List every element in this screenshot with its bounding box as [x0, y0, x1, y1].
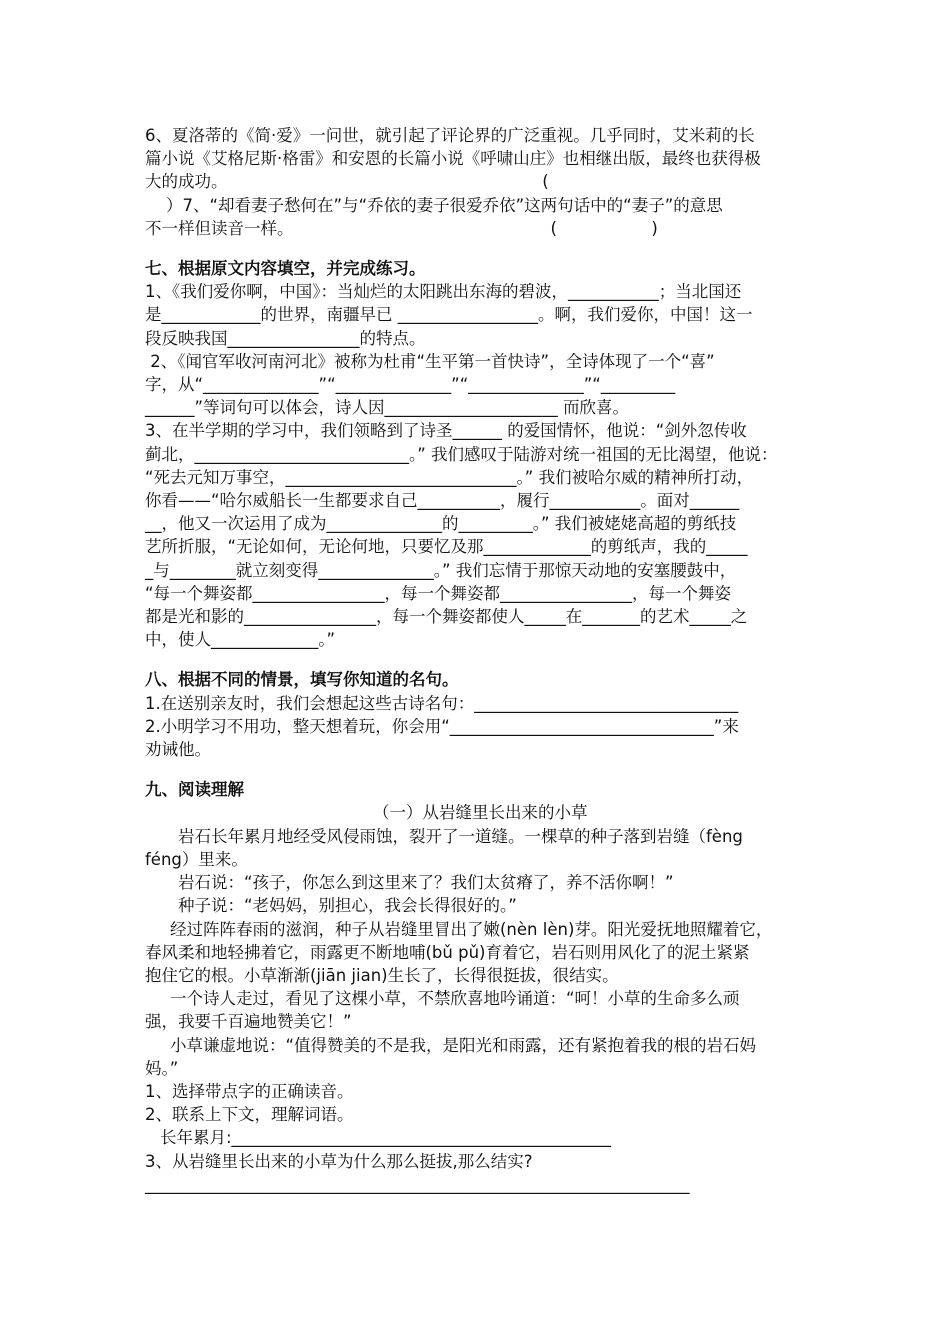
- text-line: 是____________的世界，南疆早已 _________________。啊，我们爱你，中国！这一: [145, 305, 753, 325]
- text-line: 3、在半学期的学习中，我们领略到了诗圣______ 的爱国情怀，他说：“剑外忽传收: [145, 421, 747, 441]
- passage-line: 妈。”: [145, 1058, 179, 1078]
- text-line: 1、《我们爱你啊，中国》：当灿烂的太阳跳出东海的碧波，___________；当北国还: [145, 282, 742, 302]
- worksheet-page: [145, 124, 810, 1196]
- text-line: 1.在送别亲友时，我们会想起这些古诗名句：________________________________: [145, 693, 739, 713]
- text-line: 字，从“______________”“______________”“______________”“_________: [145, 375, 676, 395]
- text-line: 中，使人_____________。”: [145, 630, 336, 650]
- passage-line: 春风柔和地轻拂着它，雨露更不断地哺(bǔ pǔ)育着它，岩石则用风化了的泥土紧紧: [145, 942, 750, 962]
- text-line: 2.小明学习不用功，整天想着玩，你会用“________________________________”来: [145, 716, 739, 736]
- text-line: “死去元知万事空，____________________________。” 我们被哈尔威的精神所打动，: [145, 467, 754, 487]
- passage-line: 小草谦虚地说：“值得赞美的不是我，是阳光和雨露，还有紧抱着我的根的岩石妈: [170, 1035, 757, 1055]
- passage-title: （一）从岩缝里长出来的小草: [373, 803, 588, 823]
- passage-line: 一个诗人走过，看见了这棵小草，不禁欣喜地吟诵道：“呵！小草的生命多么顽: [170, 989, 740, 1009]
- text-line: ______”等词句可以体会，诗人因_____________________ 而欣喜。: [145, 398, 630, 418]
- passage-line: 岩石说：“孩子，你怎么到这里来了？我们太贫瘠了，养不活你啊！”: [178, 873, 674, 893]
- section-8-title: 八、根据不同的情景，填写你知道的名句。: [145, 670, 459, 690]
- text-line: _与________就立刻变得______________。” 我们忘情于那惊天动地的安塞腰鼓中，: [145, 560, 737, 580]
- text-line: 艺所折服，“无论如何，无论何地，只要忆及那_____________的剪纸声，我的_____: [145, 537, 748, 557]
- question-7: [145, 194, 810, 240]
- section-8: [145, 668, 810, 761]
- passage-line: féng）里来。: [145, 849, 248, 869]
- text-line: 蓟北，__________________________。” 我们感叹于陆游对统一祖国的无比渴望，他说：: [145, 444, 778, 464]
- passage-line: 岩石长年累月地经受风侵雨蚀，裂开了一道缝。一棵草的种子落到岩缝（fèng: [178, 826, 743, 846]
- text-line: 2、《闻官军收河南河北》被称为杜甫“生平第一首快诗”，全诗体现了一个“喜”: [145, 351, 715, 371]
- passage-line: 强，我要千百遍地赞美它！”: [145, 1012, 352, 1032]
- text-line: ）7、“却看妻子愁何在”与“乔依的妻子很爱乔依”这两句话中的“妻子”的意思: [145, 195, 723, 215]
- passage-line: 抱住它的根。小草渐渐(jiān jian)生长了，长得很挺拔，很结实。: [145, 965, 619, 985]
- text-line: 6、夏洛蒂的《简·爱》一问世，就引起了评论界的广泛重视。几乎同时，艾米莉的长: [145, 126, 755, 145]
- text-line: 劝诫他。: [145, 740, 211, 760]
- text-line: 段反映我国________________的特点。: [145, 328, 426, 348]
- question-text: 2、联系上下文，理解词语。: [145, 1105, 354, 1125]
- section-7: [145, 257, 810, 651]
- question-6: [145, 124, 810, 194]
- text-line: __，他又一次运用了成为______________的_________。” 我们被姥姥高超的剪纸技: [145, 514, 737, 534]
- text-line: 都是光和影的________________，每一个舞姿都使人_____在_______的艺术_____之: [145, 607, 748, 627]
- section-9: [145, 778, 810, 1196]
- answer-line: __________________________________________________________________: [145, 1174, 690, 1194]
- text-line: 你看——“哈尔威船长一生都要求自己__________，履行___________。面对______: [145, 491, 740, 511]
- answer-line: 长年累月:______________________________________________: [160, 1128, 612, 1148]
- question-text: 3、从岩缝里长出来的小草为什么那么挺拔,那么结实?: [145, 1151, 533, 1171]
- text-line: 篇小说《艾格尼斯·格雷》和安恩的长篇小说《呼啸山庄》也相继出版，最终也获得极: [145, 149, 761, 169]
- text-line: “每一个舞姿都________________，每一个舞姿都________________，每一个舞姿: [145, 583, 732, 603]
- text-line: 大的成功。 (: [145, 172, 549, 192]
- passage-line: 经过阵阵春雨的滋润，种子从岩缝里冒出了嫩(nèn lèn)芽。阳光爱抚地照耀着它，: [170, 919, 773, 939]
- passage-line: 种子说：“老妈妈，别担心，我会长得很好的。”: [178, 896, 517, 916]
- question-text: 1、选择带点字的正确读音。: [145, 1081, 354, 1101]
- section-7-title: 七、根据原文内容填空，并完成练习。: [145, 259, 426, 279]
- text-line: 不一样但读音一样。 ( ): [145, 218, 658, 238]
- section-9-title: 九、阅读理解: [145, 780, 244, 800]
